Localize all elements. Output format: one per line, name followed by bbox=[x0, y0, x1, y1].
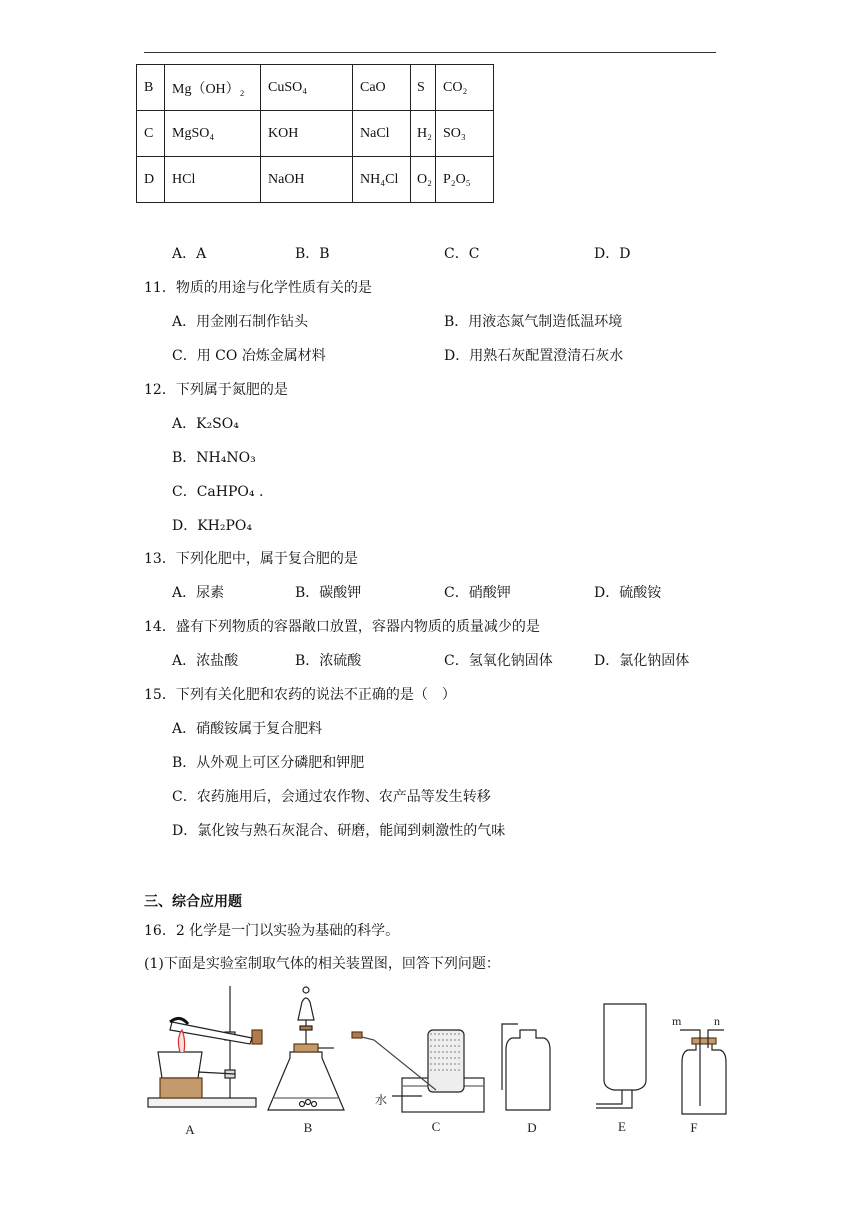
apparatus-figure bbox=[140, 980, 730, 1145]
table-cell: NH₄Cl bbox=[353, 157, 411, 203]
table-cell: CaO bbox=[353, 65, 411, 111]
q13-option-d: D．硫酸铵 bbox=[594, 585, 662, 601]
q15-option-a: A．硝酸铵属于复合肥料 bbox=[172, 721, 323, 737]
q12-option-c: C．CaHPO₄ . bbox=[172, 484, 264, 500]
q12-stem: 12．下列属于氮肥的是 bbox=[144, 382, 288, 398]
q11-option-b: B．用液态氮气制造低温环境 bbox=[444, 314, 623, 330]
q15-stem: 15．下列有关化肥和农药的说法不正确的是（ ） bbox=[144, 687, 456, 703]
apparatus-c-icon bbox=[352, 1030, 484, 1112]
port-n-label: n bbox=[714, 1014, 720, 1028]
figure-label-f: F bbox=[690, 1120, 698, 1135]
q14-option-a: A．浓盐酸 bbox=[172, 653, 239, 669]
q10-option-c: C．C bbox=[444, 246, 480, 262]
table-row bbox=[137, 65, 494, 111]
q11-stem: 11．物质的用途与化学性质有关的是 bbox=[144, 280, 372, 296]
water-label: 水 bbox=[375, 1093, 388, 1107]
figure-label-d: D bbox=[527, 1120, 537, 1135]
table-cell: H₂ bbox=[411, 111, 436, 157]
q13-option-c: C．硝酸钾 bbox=[444, 585, 511, 601]
table-cell: MgSO₄ bbox=[165, 111, 261, 157]
apparatus-b-icon bbox=[268, 987, 344, 1110]
table-cell: P₂O₅ bbox=[436, 157, 494, 203]
table-cell: CuSO₄ bbox=[261, 65, 353, 111]
figure-label-a: A bbox=[185, 1122, 195, 1137]
row-label: D bbox=[137, 157, 165, 203]
q13-stem: 13．下列化肥中，属于复合肥的是 bbox=[144, 551, 358, 567]
table-cell: CO₂ bbox=[436, 65, 494, 111]
apparatus-e-icon bbox=[596, 1004, 646, 1108]
table-cell: NaOH bbox=[261, 157, 353, 203]
q15-option-d: D．氯化铵与熟石灰混合、研磨，能闻到刺激性的气味 bbox=[172, 823, 506, 839]
header-rule bbox=[144, 52, 716, 53]
figure-label-e: E bbox=[618, 1119, 626, 1134]
figure-label-b: B bbox=[303, 1120, 313, 1135]
q15-option-b: B．从外观上可区分磷肥和钾肥 bbox=[172, 755, 365, 771]
figure-label-c: C bbox=[431, 1119, 441, 1134]
apparatus-a-icon bbox=[148, 986, 262, 1107]
q11-option-a: A．用金刚石制作钻头 bbox=[172, 314, 309, 330]
q10-option-b: B．B bbox=[295, 246, 330, 262]
section-heading: 三、综合应用题 bbox=[144, 894, 242, 910]
table-cell: SO₃ bbox=[436, 111, 494, 157]
apparatus-f-icon bbox=[680, 1030, 726, 1114]
row-label: C bbox=[137, 111, 165, 157]
row-label: B bbox=[137, 65, 165, 111]
q15-option-c: C．农药施用后，会通过农作物、农产品等发生转移 bbox=[172, 789, 491, 805]
q16-stem: 16．2 化学是一门以实验为基础的科学。 bbox=[144, 923, 400, 939]
q12-option-b: B．NH₄NO₃ bbox=[172, 450, 256, 466]
q12-option-a: A．K₂SO₄ bbox=[172, 416, 239, 432]
table-cell: Mg（OH）₂ bbox=[165, 65, 261, 111]
port-m-label: m bbox=[672, 1014, 682, 1028]
q14-option-c: C．氢氧化钠固体 bbox=[444, 653, 553, 669]
q10-option-a: A．A bbox=[172, 246, 207, 262]
table-row bbox=[137, 157, 494, 203]
table-cell: KOH bbox=[261, 111, 353, 157]
substance-table bbox=[136, 64, 494, 203]
table-cell: O₂ bbox=[411, 157, 436, 203]
q12-option-d: D．KH₂PO₄ bbox=[172, 518, 253, 534]
q13-option-a: A．尿素 bbox=[172, 585, 225, 601]
apparatus-d-icon bbox=[502, 1024, 550, 1110]
q10-option-d: D．D bbox=[594, 246, 631, 262]
table-row bbox=[137, 111, 494, 157]
q11-option-c: C．用 CO 冶炼金属材料 bbox=[172, 348, 326, 364]
q14-option-d: D．氯化钠固体 bbox=[594, 653, 690, 669]
q14-option-b: B．浓硫酸 bbox=[295, 653, 362, 669]
q14-stem: 14．盛有下列物质的容器敞口放置，容器内物质的质量减少的是 bbox=[144, 619, 540, 635]
q16-sub1: (1)下面是实验室制取气体的相关装置图，回答下列问题： bbox=[144, 956, 500, 972]
table-cell: NaCl bbox=[353, 111, 411, 157]
table-cell: HCl bbox=[165, 157, 261, 203]
q13-option-b: B．碳酸钾 bbox=[295, 585, 362, 601]
q11-option-d: D．用熟石灰配置澄清石灰水 bbox=[444, 348, 624, 364]
table-cell: S bbox=[411, 65, 436, 111]
